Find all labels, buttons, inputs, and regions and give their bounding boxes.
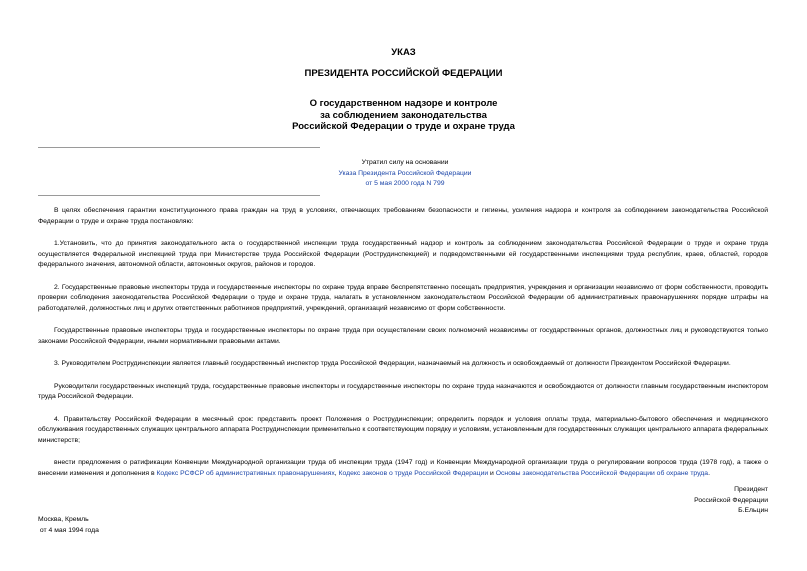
document-body: [38, 206, 768, 491]
paragraph-text: внести предложения о ратификации Конвенции Международной организации труда об инспекции труда (1947 год) и Конвенции Международной организации труда о регулировании вопросов труда (1978 год), а также о внесении изменения и дополнения в: [38, 459, 768, 477]
status-link-date[interactable]: от 5 мая 2000 года N 799: [365, 180, 445, 187]
signature-block: [694, 485, 768, 517]
paragraph-preamble: В целях обеспечения гарантии конституционного права граждан на труд в условиях, отвечающих требованиям безопасности и гигиены, усиления надзора и контроля за соблюдением законодательства Российской Федерации о труде и охране труда постановляю:: [38, 207, 768, 225]
period: .: [708, 469, 710, 477]
title-line-2: за соблюдением законодательства: [320, 109, 487, 121]
divider-top: [38, 147, 320, 148]
paragraph-3: 3. Руководителем Рострудинспекции является главный государственный инспектор труда Российской Федерации, назначаемый на должность и освобождаемый от должности Президентом Российской Федерации.: [54, 360, 731, 367]
place-date: от 4 мая 1994 года: [38, 526, 99, 534]
title-line-1: О государственном надзоре и контроле: [309, 98, 498, 109]
divider-bottom: [38, 195, 320, 196]
link-admin-code[interactable]: Кодекс РСФСР об административных правонарушениях: [156, 469, 335, 477]
paragraph-4-cont: [38, 458, 768, 479]
paragraph-3-cont: Руководители государственных инспекций труда, государственные правовые инспекторы и государственные инспекторы по охране труда назначаются и освобождаются от должности главным государственным инспектором труда Российской Федерации.: [38, 382, 768, 400]
signature-name: Б.Ельцин: [738, 507, 768, 514]
document-title: [0, 98, 807, 133]
separator: ,: [334, 469, 339, 477]
place-city: Москва, Кремль: [38, 516, 89, 523]
document-type: УКАЗ: [391, 47, 416, 58]
status-note: [295, 158, 515, 190]
status-text: Утратил силу на основании: [361, 159, 449, 166]
issuer: ПРЕЗИДЕНТА РОССИЙСКОЙ ФЕДЕРАЦИИ: [304, 68, 503, 79]
signature-country: Российской Федерации: [694, 496, 768, 504]
place-date-block: [38, 515, 99, 536]
paragraph-2: 2. Государственные правовые инспекторы труда и государственные инспекторы по охране труда вправе беспрепятственно посещать предприятия, учреждения и организации независимо от форм собственности, проводить проверки соблюдения законодательства Российской Федерации о труде и охране труда, налагать в установленном законодательством Российской Федерации об административных правонарушениях порядке штрафы на работодателей, должностных лиц и других ответственных работников предприятий, учреждений, организаций независимо от форм собственности.: [38, 283, 768, 312]
link-labor-safety-law[interactable]: Основы законодательства Российской Федерации об охране труда: [495, 469, 709, 477]
paragraph-1: 1.Установить, что до принятия законодательного акта о государственной инспекции труда государственный надзор и контроль за соблюдением законодательства Российской Федерации о труде и охране труда осуществляется Федеральной инспекцией труда при Министерстве труда Российской Федерации (Рострудинспекцией) и подведомственными ей государственными инспекциями труда республик, краев, областей, городов федерального значения, автономной области, автономных округов, районов и городов.: [38, 240, 768, 268]
separator: и: [488, 469, 496, 477]
paragraph-4: 4. Правительству Российской Федерации в месячный срок: представить проект Положения о Рострудинспекции; определить порядок и условия оплаты труда, материально-бытового обеспечения и медицинского обслуживания государственных служащих центрального аппарата Рострудинспекции применительно к соответствующим порядку и условиям, установленным для государственных служащих центрального аппарата федеральных министерств;: [38, 415, 768, 444]
status-link-decree[interactable]: Указа Президента Российской Федерации: [338, 169, 472, 177]
signature-position: Президент: [734, 486, 768, 493]
title-line-3: Российской Федерации о труде и охране труда: [292, 121, 515, 132]
paragraph-2-cont: Государственные правовые инспекторы труда и государственные инспекторы по охране труда при осуществлении своих полномочий независимы от государственных органов, должностных лиц и руководствуются только законами Российской Федерации, иными нормативными правовыми актами.: [38, 327, 768, 345]
link-labor-code[interactable]: Кодекс законов о труде Российской Федерации: [338, 469, 489, 477]
